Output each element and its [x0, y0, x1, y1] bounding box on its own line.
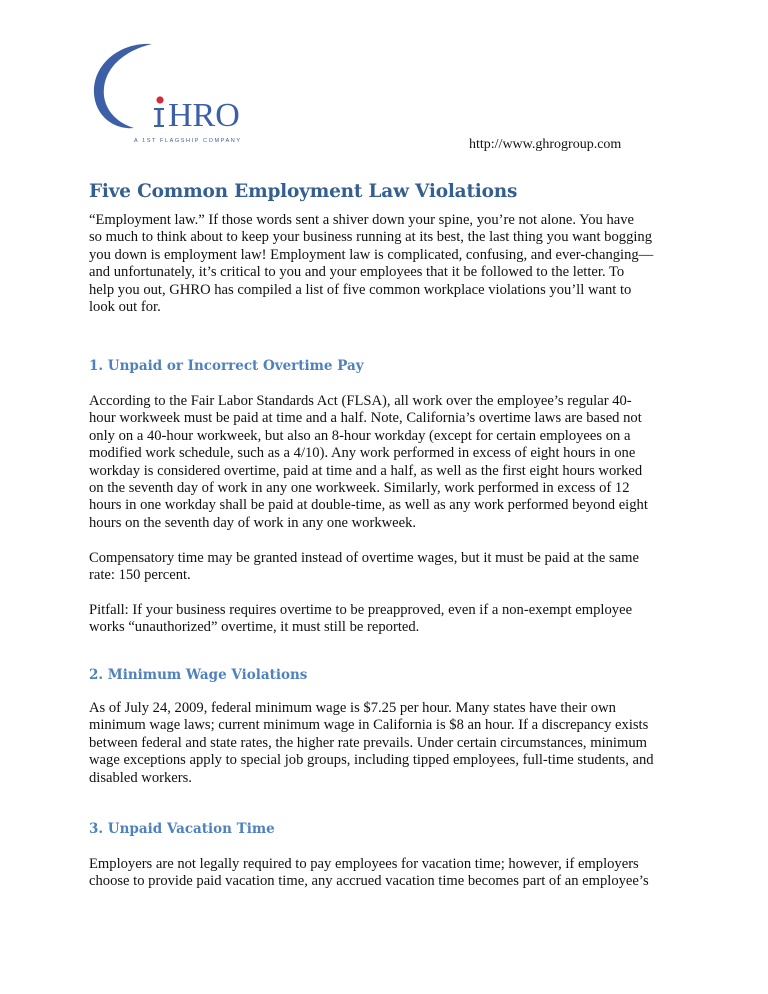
ghro-logo-icon [90, 36, 270, 148]
overtime-paragraph: According to the Fair Labor Standards Act (FLSA), all work over the employee’s regular 40- hour workweek must be paid at time and a half. Note, California’s overtime laws are based not only on a 40-hour workweek, but also an 8-hour workday (except for certain employees on a modified work schedule, such as a 4/10). Any work performed in excess of eight hours in one workday is considered overtime, paid at time and a half, as well as the first eight hours worked on the seventh day of work in any one workweek. Similarly, work performed in excess of 12 hours in one workday shall be paid at double-time, as well as any work performed beyond eight hours on the seventh day of work in any one workweek. [89, 393, 648, 531]
website-url[interactable]: http://www.ghrogroup.com [469, 137, 622, 152]
svg-text:HRO: HRO [168, 97, 240, 134]
section-heading-vacation: 3. Unpaid Vacation Time [89, 821, 275, 837]
document-title: Five Common Employment Law Violations [89, 181, 518, 202]
minimum-wage-paragraph: As of July 24, 2009, federal minimum wage is $7.25 per hour. Many states have their own minimum wage laws; current minimum wage in California is $8 an hour. If a discrepancy exists between federal and state rates, the higher rate prevails. Under certain circumstances, minimum wage exceptions apply to special job groups, including tipped employees, full-time students, and disabled workers. [89, 700, 654, 786]
intro-paragraph: “Employment law.” If those words sent a shiver down your spine, you’re not alone. You have so much to think about to keep your business running at its best, the last thing you want bogging you down is employment law! Employment law is complicated, confusing, and ever-changing— and unfortunately, it’s critical to you and your employees that it be followed to the letter. To help you out, GHRO has compiled a list of five common workplace violations you’ll want to look out for. [89, 212, 654, 316]
pitfall-paragraph: Pitfall: If your business requires overtime to be preapproved, even if a non-exempt employee works “unauthorized” overtime, it must still be reported. [89, 602, 633, 636]
svg-text:A 1ST FLAGSHIP COMPANY: A 1ST FLAGSHIP COMPANY [134, 138, 242, 144]
vacation-paragraph: Employers are not legally required to pay employees for vacation time; however, if employers choose to provide paid vacation time, any accrued vacation time becomes part of an employee’s [89, 856, 649, 890]
section-heading-minimum-wage: 2. Minimum Wage Violations [89, 667, 308, 683]
section-heading-overtime: 1. Unpaid or Incorrect Overtime Pay [89, 358, 364, 374]
compensatory-time-paragraph: Compensatory time may be granted instead of overtime wages, but it must be paid at the same rate: 150 percent. [89, 550, 639, 584]
ghro-logo [90, 36, 270, 148]
